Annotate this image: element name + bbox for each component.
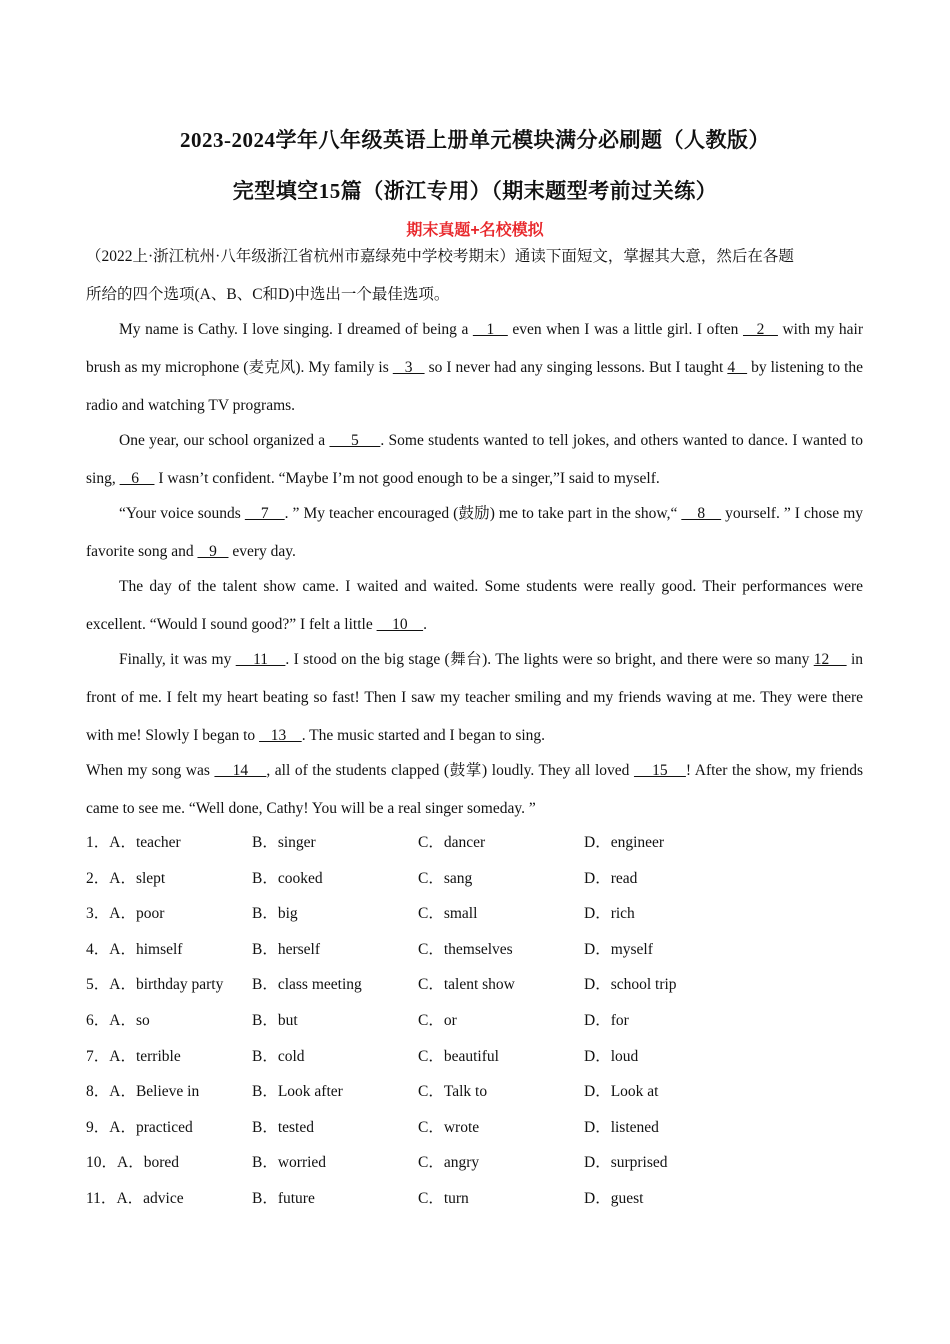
option-a xyxy=(86,1074,252,1110)
text-run: “Your voice sounds xyxy=(119,505,245,522)
question-row xyxy=(86,1110,863,1146)
text-run: by listening to the radio and watching TV programs. xyxy=(86,359,864,414)
option-a-text: A．birthday party xyxy=(109,976,224,994)
option-d: D．engineer xyxy=(584,834,665,851)
passage-body xyxy=(86,238,863,828)
option-a-text: A．practiced xyxy=(109,1118,193,1136)
option-c: C．angry xyxy=(418,1154,480,1172)
option-a-text: A．advice xyxy=(116,1189,184,1207)
text-run: My name is Cathy. I love singing. I dreamed of being a xyxy=(119,321,473,338)
option-a xyxy=(86,967,252,1003)
option-c: C．themselves xyxy=(418,940,513,958)
option-b: B．big xyxy=(252,905,298,923)
blank-9: 9 xyxy=(197,543,229,560)
text-run: I wasn’t confident. “Maybe I’m not good enough to be a singer,”I said to myself. xyxy=(154,470,660,487)
option-d: D．read xyxy=(584,869,638,887)
option-a xyxy=(86,1181,252,1217)
option-b: B．Look after xyxy=(252,1083,343,1101)
question-number: 11． xyxy=(86,1189,117,1207)
option-b: B．cold xyxy=(252,1047,305,1065)
text-run: One year, our school organized a xyxy=(119,432,330,449)
document-subtitle: 完型填空15篇（浙江专用）（期末题型考前过关练） xyxy=(232,179,718,203)
text-run: . I stood on the big stage (舞台). The lights were so bright, and there were so many xyxy=(285,651,814,668)
question-row xyxy=(86,1181,863,1217)
option-c: C．small xyxy=(418,905,478,923)
option-b: B．future xyxy=(252,1189,315,1207)
option-a-text: A．Believe in xyxy=(109,1083,200,1101)
option-a-text: A．himself xyxy=(109,940,183,958)
question-number: 10． xyxy=(86,1154,118,1172)
option-a-text: A．slept xyxy=(109,869,166,887)
question-number: 9． xyxy=(86,1118,110,1136)
option-b: B．class meeting xyxy=(252,976,362,994)
question-options-list xyxy=(86,825,863,1217)
option-a xyxy=(86,861,252,897)
blank-5: 5 xyxy=(329,432,381,449)
option-a xyxy=(86,1003,252,1039)
option-c: C．talent show xyxy=(418,976,515,994)
option-a xyxy=(86,1039,252,1075)
question-number: 6． xyxy=(86,1011,110,1029)
text-run: with my hair brush as my microphone (麦克风). My family is xyxy=(86,321,864,376)
option-c: C．wrote xyxy=(418,1118,480,1136)
document-title: 2023-2024学年八年级英语上册单元模块满分必刷题（人教版） xyxy=(180,128,770,152)
passage-paragraph-6 xyxy=(86,752,863,828)
question-row xyxy=(86,825,863,861)
intro-line-1: （2022上·浙江杭州·八年级浙江省杭州市嘉绿苑中学校考期末）通读下面短文，掌握其大意，然后在各题 xyxy=(86,248,794,265)
text-run: The day of the talent show came. I waited and waited. Some students were really good. Their performances were excellent. “Would I sound good?” I felt a little xyxy=(86,578,863,633)
text-run: yourself. ” I chose my favorite song and xyxy=(86,505,864,560)
option-d: D．for xyxy=(584,1011,629,1029)
option-a-text: A．so xyxy=(109,1011,150,1029)
text-run: in front of me. I felt my heart beating so fast! Then I saw my teacher smiling and my friends waving at me. They were there with me! Slowly I began to xyxy=(86,651,864,744)
option-c: C．sang xyxy=(418,869,473,887)
blank-2: 2 xyxy=(742,321,778,338)
passage-paragraph-3 xyxy=(86,495,863,571)
blank-4: 4 xyxy=(727,359,748,376)
blank-12: 12 xyxy=(813,651,847,668)
intro-line-2: 所给的四个选项(A、B、C和D)中选出一个最佳选项。 xyxy=(86,286,450,303)
option-c: C．beautiful xyxy=(418,1047,499,1065)
option-d: D．myself xyxy=(584,940,653,958)
blank-6: 6 xyxy=(119,470,155,487)
text-run: . The music started and I began to sing. xyxy=(301,727,546,744)
option-d: D．listened xyxy=(584,1118,659,1136)
blank-8: 8 xyxy=(681,505,722,522)
text-run: , all of the students clapped (鼓掌) loudly. They all loved xyxy=(266,762,634,779)
blank-3: 3 xyxy=(392,359,425,376)
option-c: C．Talk to xyxy=(418,1083,488,1101)
blank-1: 1 xyxy=(472,321,508,338)
option-a xyxy=(86,896,252,932)
text-run: When my song was xyxy=(86,762,215,779)
question-row xyxy=(86,932,863,968)
blank-7: 7 xyxy=(244,505,285,522)
blank-15: 15 xyxy=(633,762,686,779)
option-c: C．dancer xyxy=(418,834,486,851)
question-row xyxy=(86,967,863,1003)
section-label: 期末真题+名校模拟 xyxy=(406,222,544,239)
option-b: B．worried xyxy=(252,1154,327,1172)
text-run: . ” My teacher encouraged (鼓励) me to take part in the show,“ xyxy=(284,505,682,522)
blank-10: 10 xyxy=(376,616,424,633)
question-number: 5． xyxy=(86,976,110,994)
text-run: ! After the show, my friends came to see me. “Well done, Cathy! You will be a real singer someday. ” xyxy=(86,762,864,817)
question-number: 3． xyxy=(86,905,110,923)
question-row xyxy=(86,1039,863,1075)
text-run: . xyxy=(423,616,427,633)
question-number: 4． xyxy=(86,940,110,958)
question-row xyxy=(86,1074,863,1110)
question-row xyxy=(86,1003,863,1039)
question-number: 1． xyxy=(86,834,110,851)
option-a xyxy=(86,932,252,968)
option-b: B．singer xyxy=(252,834,316,851)
option-d: D．school trip xyxy=(584,976,677,994)
question-number: 2． xyxy=(86,869,110,887)
option-b: B．tested xyxy=(252,1118,314,1136)
text-run: so I never had any singing lessons. But I taught xyxy=(424,359,728,376)
intro-paragraph xyxy=(86,238,863,314)
option-a-text: A．bored xyxy=(117,1154,180,1172)
passage-paragraph-2 xyxy=(86,422,863,498)
option-a-text: A．terrible xyxy=(109,1047,181,1065)
question-row xyxy=(86,861,863,897)
option-d: D．rich xyxy=(584,905,635,923)
option-a-text: A．poor xyxy=(109,905,165,923)
question-row xyxy=(86,1145,863,1181)
option-c: C．turn xyxy=(418,1189,469,1207)
text-run: even when I was a little girl. I often xyxy=(507,321,743,338)
option-a-text: A．teacher xyxy=(109,834,181,851)
text-run: Finally, it was my xyxy=(119,651,236,668)
passage-paragraph-4 xyxy=(86,568,863,644)
option-d: D．Look at xyxy=(584,1083,659,1101)
blank-11: 11 xyxy=(235,651,286,668)
question-number: 7． xyxy=(86,1047,110,1065)
option-b: B．but xyxy=(252,1011,298,1029)
option-b: B．cooked xyxy=(252,869,323,887)
text-run: . Some students wanted to tell jokes, and others wanted to dance. I wanted to sing, xyxy=(86,432,864,487)
passage-paragraph-5 xyxy=(86,641,863,755)
option-c: C．or xyxy=(418,1011,457,1029)
blank-14: 14 xyxy=(214,762,267,779)
option-b: B．herself xyxy=(252,940,321,958)
blank-13: 13 xyxy=(259,727,302,744)
option-a xyxy=(86,825,252,861)
option-d: D．guest xyxy=(584,1189,644,1207)
option-d: D．loud xyxy=(584,1047,639,1065)
question-number: 8． xyxy=(86,1083,110,1101)
option-d: D．surprised xyxy=(584,1154,668,1172)
option-a xyxy=(86,1110,252,1146)
text-run: every day. xyxy=(228,543,296,560)
question-row xyxy=(86,896,863,932)
passage-paragraph-1 xyxy=(86,311,863,425)
option-a xyxy=(86,1145,252,1181)
